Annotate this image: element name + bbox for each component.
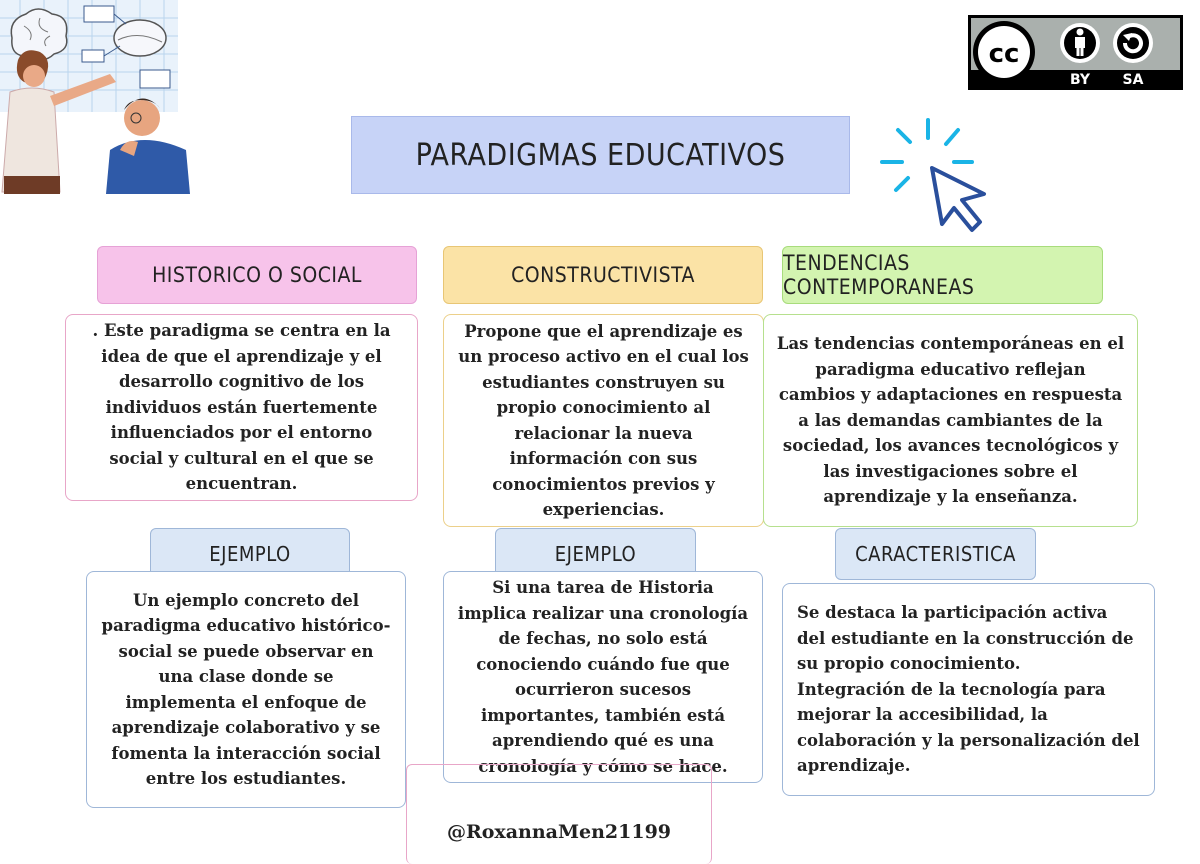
example-constructivista-text: Si una tarea de Historia implica realizar una cronología de fechas, no solo está conociendo cuándo fue que ocurrieron sucesos importantes, también está aprendiendo qué es una cronología y cómo se hace.	[457, 578, 749, 776]
description-constructivista	[443, 314, 764, 527]
page-title: PARADIGMAS EDUCATIVOS	[351, 116, 850, 194]
heading-constructivista: CONSTRUCTIVISTA	[443, 246, 763, 304]
sa-label: SA	[1122, 72, 1144, 88]
teacher-illustration	[0, 0, 190, 194]
caracteristica-line-2: Integración de la tecnología para mejorar la accesibilidad, la colaboración y la personalización del aprendizaje.	[797, 679, 1140, 776]
creative-commons-by-sa-icon	[968, 15, 1183, 90]
cc-glyph: cc	[988, 39, 1020, 69]
sub-heading-ejemplo-1: EJEMPLO	[150, 528, 350, 580]
caracteristica-line-1: Se destaca la participación activa del estudiante en la construcción de su propio conocimiento.	[797, 603, 1134, 674]
example-historico-social	[86, 571, 406, 808]
caracteristica-box	[782, 583, 1155, 796]
description-historico-social	[65, 314, 418, 501]
description-tendencias	[763, 314, 1138, 527]
example-historico-social-text: Un ejemplo concreto del paradigma educativo histórico-social se puede observar en una clase donde se implementa el enfoque de aprendizaje colaborativo y se fomenta la interacción social entre los estudiantes.	[101, 590, 391, 788]
author-handle-box	[406, 764, 712, 864]
click-cursor-icon	[876, 116, 1010, 234]
description-constructivista-text: Propone que el aprendizaje es un proceso activo en el cual los estudiantes construyen su propio conocimiento al relacionar la nueva información con sus conocimientos previos y experiencias.	[458, 321, 749, 519]
by-label: BY	[1069, 72, 1091, 88]
example-constructivista	[443, 571, 763, 783]
author-handle: @RoxannaMen21199	[446, 821, 672, 843]
heading-tendencias-contemporaneas: TENDENCIAS CONTEMPORANEAS	[782, 246, 1103, 304]
description-tendencias-text: Las tendencias contemporáneas en el paradigma educativo reflejan cambios y adaptaciones en respuesta a las demandas cambiantes de la sociedad, los avances tecnológicos y las investigaciones sobre el aprendizaje y la enseñanza.	[776, 334, 1125, 507]
sub-heading-ejemplo-2: EJEMPLO	[495, 528, 696, 580]
sub-heading-caracteristica: CARACTERISTICA	[835, 528, 1036, 580]
heading-historico-social: HISTORICO O SOCIAL	[97, 246, 417, 304]
description-historico-social-text: . Este paradigma se centra en la idea de que el aprendizaje y el desarrollo cognitivo de los individuos están fuertemente influenciados por el entorno social y cultural en el que se encuentran.	[92, 321, 391, 494]
